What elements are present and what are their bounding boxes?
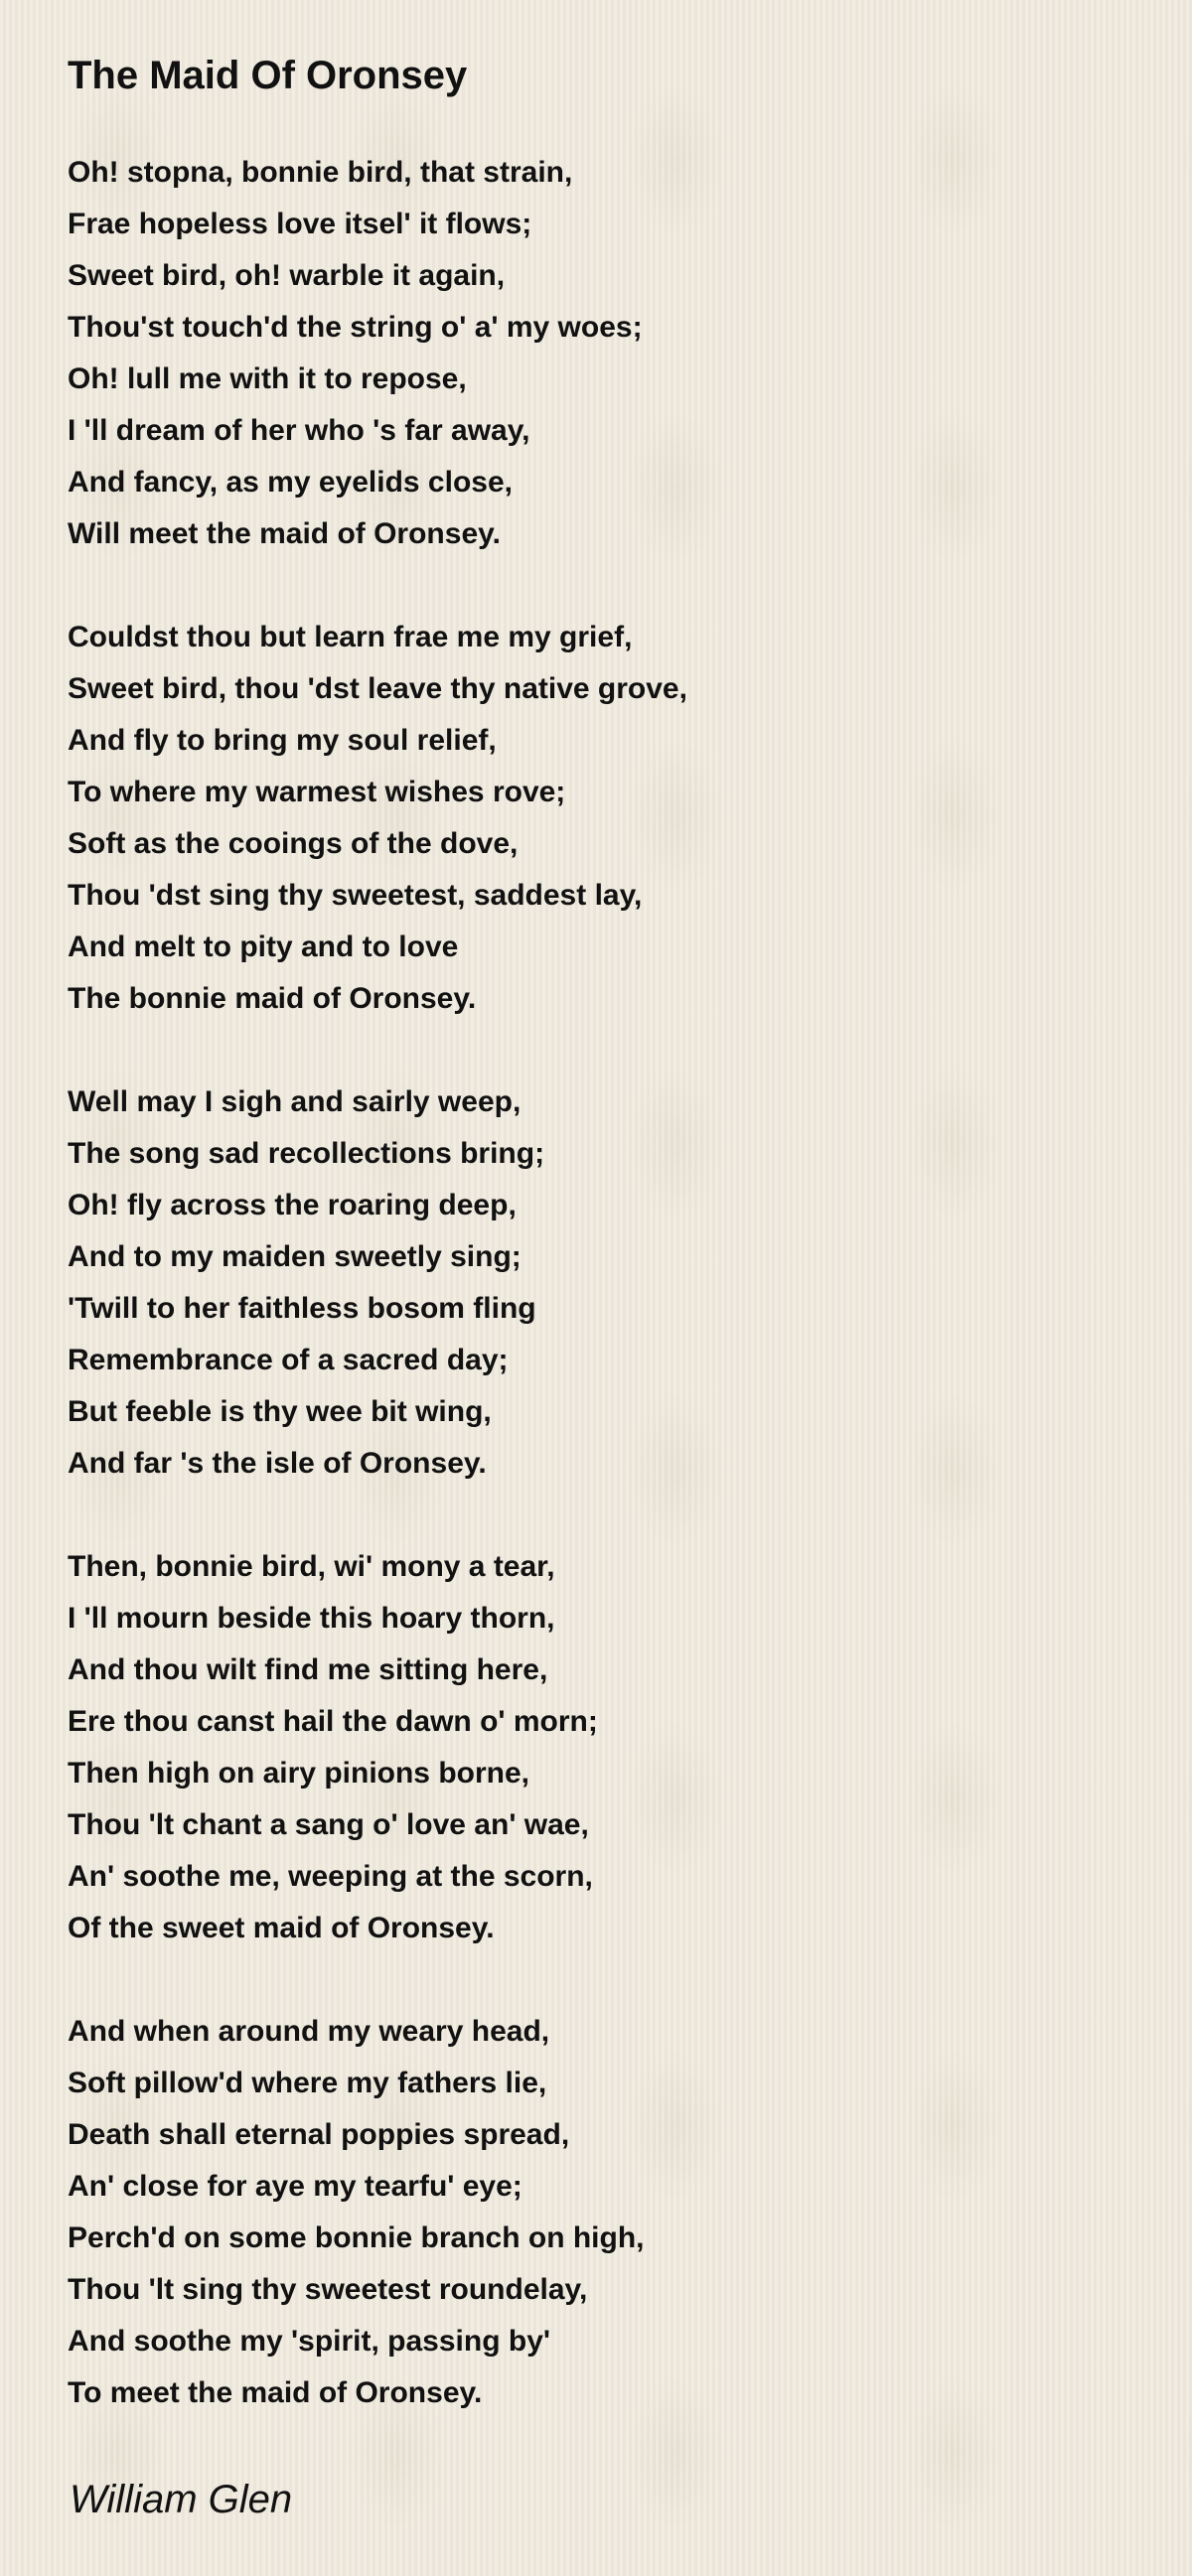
poem-line: And when around my weary head, [68,2015,550,2048]
poem-line: Perch'd on some bonnie branch on high, [68,2221,645,2254]
poem-line: Ere thou canst hail the dawn o' morn; [68,1705,598,1738]
poem-line: Sweet bird, thou 'dst leave thy native grove, [68,672,687,705]
poem-line: To meet the maid of Oronsey. [68,2376,483,2409]
poem-line: Sweet bird, oh! warble it again, [68,259,506,292]
poem-line: An' soothe me, weeping at the scorn, [68,1860,593,1893]
poem-author: William Glen [70,2478,293,2521]
poem-line: But feeble is thy wee bit wing, [68,1395,492,1428]
poem-line: Thou 'lt chant a sang o' love an' wae, [68,1808,589,1841]
stanza-5 [68,2006,1120,2419]
poem-line: Oh! stopna, bonnie bird, that strain, [68,156,573,189]
poem-title: The Maid Of Oronsey [68,54,468,97]
poem-line: I 'll mourn beside this hoary thorn, [68,1602,555,1635]
poem-line: Then high on airy pinions borne, [68,1757,529,1789]
poem-line: Thou 'dst sing thy sweetest, saddest lay, [68,879,643,912]
stanza-4 [68,1541,1120,1954]
stanza-1 [68,147,1120,560]
poem-line: Death shall eternal poppies spread, [68,2118,570,2151]
stanza-2 [68,612,1120,1025]
poem-line: The bonnie maid of Oronsey. [68,982,477,1015]
poem-line: And fancy, as my eyelids close, [68,466,513,499]
poem-line: Oh! lull me with it to repose, [68,362,467,395]
poem-line: Well may I sigh and sairly weep, [68,1085,522,1118]
poem-line: Remembrance of a sacred day; [68,1344,509,1376]
poem-line: I 'll dream of her who 's far away, [68,414,530,447]
poem-line: And melt to pity and to love [68,930,459,963]
poem-line: To where my warmest wishes rove; [68,776,566,808]
poem-body [68,147,1120,2471]
poem-line: Soft as the cooings of the dove, [68,827,519,860]
poem-line: Then, bonnie bird, wi' mony a tear, [68,1550,555,1583]
poem-line: Frae hopeless love itsel' it flows; [68,208,532,240]
poem-line: An' close for aye my tearfu' eye; [68,2170,522,2203]
poem-line: Of the sweet maid of Oronsey. [68,1912,495,1944]
poem-line: And fly to bring my soul relief, [68,724,497,757]
poem-line: And soothe my 'spirit, passing by' [68,2325,551,2358]
poem-line: Oh! fly across the roaring deep, [68,1189,517,1221]
poem-line: The song sad recollections bring; [68,1137,545,1170]
poem-line: And to my maiden sweetly sing; [68,1240,522,1273]
poem-line: And thou wilt find me sitting here, [68,1653,548,1686]
poem-line: Will meet the maid of Oronsey. [68,517,501,550]
poem-line: Soft pillow'd where my fathers lie, [68,2067,547,2099]
stanza-3 [68,1076,1120,1490]
poem-line: And far 's the isle of Oronsey. [68,1447,487,1480]
poem-line: Thou 'lt sing thy sweetest roundelay, [68,2273,588,2306]
poem-line: Thou'st touch'd the string o' a' my woes; [68,311,643,344]
poem-line: Couldst thou but learn frae me my grief, [68,621,633,653]
poem-line: 'Twill to her faithless bosom fling [68,1292,536,1325]
